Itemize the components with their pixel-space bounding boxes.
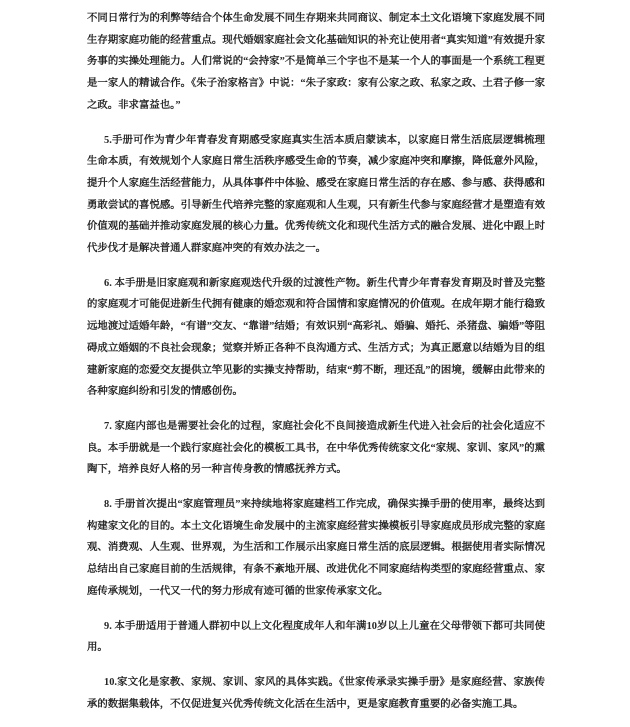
paragraph-item-8: 8. 手册首次提出“家庭管理员”来持续地将家庭建档工作完成，确保实操手册的使用率，最终达到构建家文化的目的。本土文化语境生命发展中的主流家庭经营实操模板引导家庭成员形成完整的家庭观、消费观、人生观、世界观，为生活和工作展示出家庭日常生活的底层逻辑。根据使用者实际情况总结出自己家庭目前的生活规律，有条不紊地开展、改进优化不同家庭结构类型的家庭经营重点、家庭传承规划，一代又一代的努力形成有迹可循的世家传承家文化。 — [87, 499, 545, 597]
paragraph-item-7: 7. 家庭内部也是需要社会化的过程，家庭社会化不良间接造成新生代进入社会后的社会化适应不良。本手册就是一个践行家庭社会化的模板工具书，在中华优秀传统家文化“家规、家训、家风”的熏陶下，培养良好人格的另一种言传身教的情感抚养方式。 — [87, 420, 545, 476]
paragraph-continuation: 不同日常行为的利弊等结合个体生命发展不同生存期来共同商议、制定本土文化语境下家庭发展不同生存期家庭功能的经营重点。现代婚姻家庭社会文化基础知识的补充让使用者“真实知道”有效提升家务事的实操处理能力。人们常说的“会持家”不是简单三个字也不是某一个人的事面是一个系统工程更是一家人的精诚合作。《朱子治家格言》中说：“朱子家政：家有公家之政、私家之政、土君子修一家之政。非求富益也。” — [87, 13, 545, 111]
paragraph-item-6: 6. 本手册是旧家庭观和新家庭观迭代升级的过渡性产物。新生代青少年青春发育期及时普及完整的家庭观才可能促进新生代拥有健康的婚恋观和符合国情和家庭情况的价值观。在成年期才能行稳致远地渡过适婚年龄，“有谱”交友、“靠谱”结婚；有效识别“高彩礼、婚骗、婚托、杀猪盘、骗婚”等阻碍成立婚姻的不良社会现象；觉察并矫正各种不良沟通方式、生活方式；为真正愿意以结婚为目的组建新家庭的恋爱交友提供立竿见影的实操支持帮助，结束“剪不断，理还乱”的困境，缓解由此带来的各种家庭纠纷和引发的情感创伤。 — [87, 277, 545, 398]
paragraph-item-5: 5.手册可作为青少年青春发育期感受家庭真实生活本质启蒙读本，以家庭日常生活底层逻辑梳理生命本质，有效规划个人家庭日常生活秩序感受生命的节奏，减少家庭冲突和摩擦，降低意外风险，提升个人家庭生活经营能力，从具体事件中体验、感受在家庭日常生活的存在感、参与感、获得感和勇敢尝试的喜悦感。引导新生代培养完整的家庭观和人生观，只有新生代参与家庭经营才是塑造有效价值观的基础并推动家庭发展的核心力量。优秀传统文化和现代生活方式的融合发展、进化中跟上时代步伐才是解决普通人群家庭冲突的有效办法之一。 — [87, 134, 545, 255]
paragraph-item-9: 9. 本手册适用于普通人群初中以上文化程度成年人和年满10岁以上儿童在父母带领下都可共同使用。 — [87, 620, 545, 654]
paragraph-item-10: 10.家文化是家教、家规、家训、家风的具体实践。《世家传承录实操手册》是家庭经营、家族传承的数据集载体，不仅促进复兴优秀传统文化活在生活中，更是家庭教育重要的必备实施工具。 — [87, 676, 545, 710]
